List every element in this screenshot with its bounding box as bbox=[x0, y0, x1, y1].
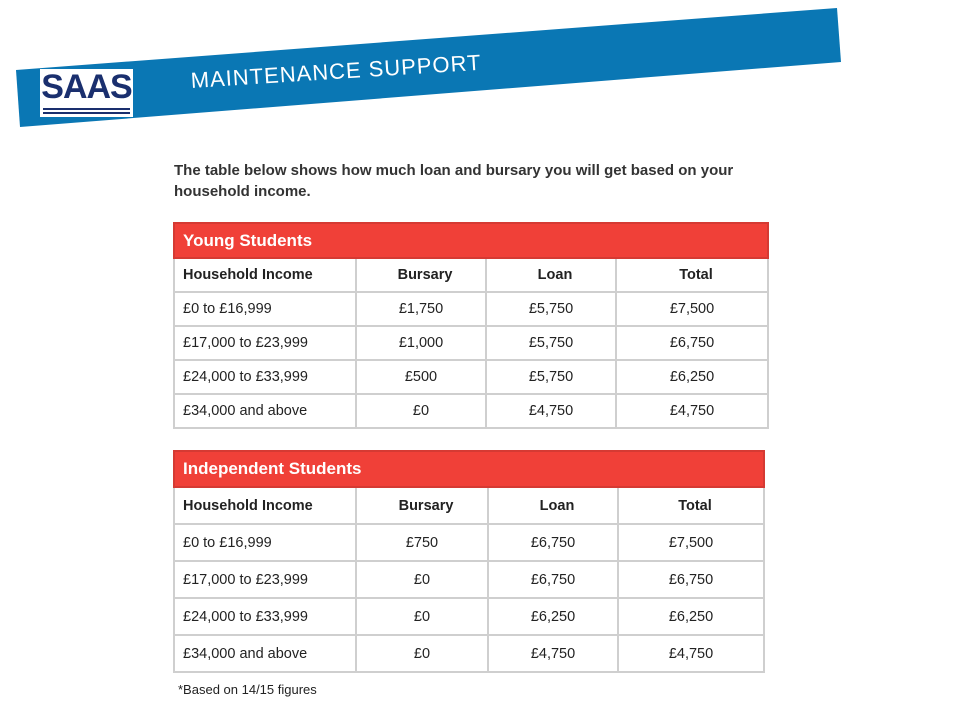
table-row bbox=[174, 635, 764, 672]
table-row bbox=[174, 598, 764, 635]
footnote: *Based on 14/15 figures bbox=[178, 682, 317, 697]
table-cell: £17,000 to £23,999 bbox=[174, 561, 356, 598]
saas-logo bbox=[40, 69, 133, 117]
column-header: Total bbox=[616, 258, 768, 292]
table-cell: £34,000 and above bbox=[174, 635, 356, 672]
table-row bbox=[174, 524, 764, 561]
young-students-table bbox=[173, 222, 769, 429]
logo-text: SAAS bbox=[41, 68, 132, 106]
logo-underline bbox=[43, 108, 130, 110]
column-header: Loan bbox=[486, 258, 616, 292]
table-cell: £0 bbox=[356, 394, 486, 428]
header-banner bbox=[0, 0, 960, 140]
table-title: Independent Students bbox=[174, 451, 764, 487]
table-cell: £24,000 to £33,999 bbox=[174, 598, 356, 635]
table-cell: £5,750 bbox=[486, 360, 616, 394]
table-row bbox=[174, 360, 768, 394]
column-header: Household Income bbox=[174, 487, 356, 524]
table-cell: £6,750 bbox=[488, 561, 618, 598]
table-cell: £0 bbox=[356, 598, 488, 635]
table-cell: £34,000 and above bbox=[174, 394, 356, 428]
table-cell: £4,750 bbox=[616, 394, 768, 428]
table-cell: £4,750 bbox=[486, 394, 616, 428]
table-cell: £7,500 bbox=[618, 524, 764, 561]
column-header: Bursary bbox=[356, 258, 486, 292]
column-header: Bursary bbox=[356, 487, 488, 524]
table-cell: £6,750 bbox=[616, 326, 768, 360]
table-cell: £6,250 bbox=[618, 598, 764, 635]
table-cell: £0 bbox=[356, 561, 488, 598]
intro-text: The table below shows how much loan and bursary you will get based on your household income. bbox=[174, 162, 734, 200]
table-cell: £7,500 bbox=[616, 292, 768, 326]
table-cell: £1,750 bbox=[356, 292, 486, 326]
column-header: Household Income bbox=[174, 258, 356, 292]
table-cell: £24,000 to £33,999 bbox=[174, 360, 356, 394]
table-cell: £6,750 bbox=[618, 561, 764, 598]
table-cell: £5,750 bbox=[486, 292, 616, 326]
table-cell: £17,000 to £23,999 bbox=[174, 326, 356, 360]
logo-underline bbox=[43, 112, 130, 114]
table-cell: £500 bbox=[356, 360, 486, 394]
table-cell: £0 bbox=[356, 635, 488, 672]
table-title: Young Students bbox=[174, 223, 768, 258]
table-cell: £4,750 bbox=[618, 635, 764, 672]
table-cell: £750 bbox=[356, 524, 488, 561]
page-title: MAINTENANCE SUPPORT bbox=[190, 49, 483, 93]
table-row bbox=[174, 561, 764, 598]
table-cell: £4,750 bbox=[488, 635, 618, 672]
table-row bbox=[174, 292, 768, 326]
table-cell: £6,750 bbox=[488, 524, 618, 561]
table-cell: £6,250 bbox=[488, 598, 618, 635]
table-cell: £0 to £16,999 bbox=[174, 292, 356, 326]
column-header: Loan bbox=[488, 487, 618, 524]
independent-students-table bbox=[173, 450, 765, 673]
table-cell: £5,750 bbox=[486, 326, 616, 360]
table-cell: £0 to £16,999 bbox=[174, 524, 356, 561]
column-header: Total bbox=[618, 487, 764, 524]
table-row bbox=[174, 394, 768, 428]
table-cell: £1,000 bbox=[356, 326, 486, 360]
table-cell: £6,250 bbox=[616, 360, 768, 394]
table-row bbox=[174, 326, 768, 360]
